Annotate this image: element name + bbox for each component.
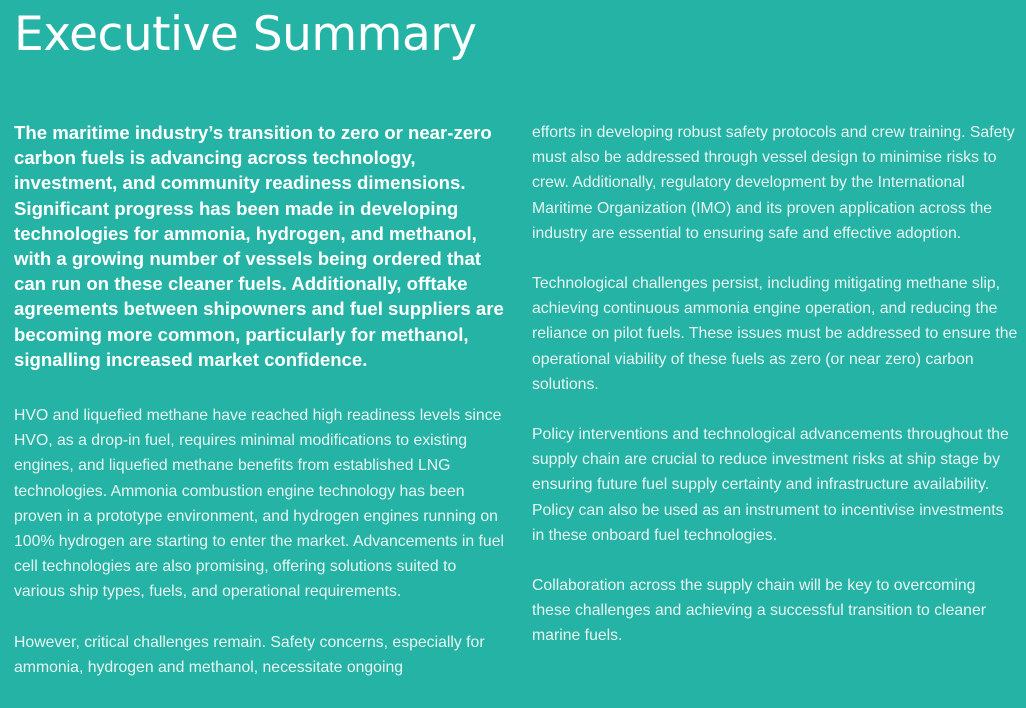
body-paragraph: HVO and liquefied methane have reached high readiness levels since HVO, as a drop-in fuel, requires minimal modifications to existing engines, and liquefied methane benefits from established LNG technologies. Ammonia combustion engine technology has been proven in a prototype environment, and hydrogen engines running on 100% hydrogen are starting to enter the market. Advancements in fuel cell technologies are also promising, offering solutions suited to various ship types, fuels, and operational requirements. [14,407,504,601]
body-paragraph: Collaboration across the supply chain will be key to overcoming these challenges and achieving a successful transition to cleaner marine fuels. [532,577,986,645]
body-paragraph: efforts in developing robust safety protocols and crew training. Safety must also be addressed through vessel design to minimise risks to crew. Additionally, regulatory development by the International Maritime Organization (IMO) and its proven application across the industry are essential to ensuring safe and effective adoption. [532,124,1015,242]
lead-paragraph: The maritime industry’s transition to zero or near-zero carbon fuels is advancing across technology, investment, and community readiness dimensions. Significant progress has been made in developing technologies for ammonia, hydrogen, and methanol, with a growing number of vessels being ordered that can run on these cleaner fuels. Additionally, offtake agreements between shipowners and fuel suppliers are becoming more common, particularly for methanol, signalling increased market confidence. [14,122,504,370]
page-title: Executive Summary [14,7,477,62]
body-paragraph: Technological challenges persist, including mitigating methane slip, achieving continuous ammonia engine operation, and reducing the reliance on pilot fuels. These issues must be addressed to ensure the operational viability of these fuels as zero (or near zero) carbon solutions. [532,275,1018,393]
body-paragraph: Policy interventions and technological advancements throughout the supply chain are crucial to reduce investment risks at ship stage by ensuring future fuel supply certainty and infrastructure availability. Policy can also be used as an instrument to incentivise investments in these onboard fuel technologies. [532,426,1009,544]
left-column [14,120,506,680]
body-paragraph: However, critical challenges remain. Safety concerns, especially for ammonia, hydrogen and methanol, necessitate ongoing [14,633,485,676]
right-column [532,120,1018,649]
